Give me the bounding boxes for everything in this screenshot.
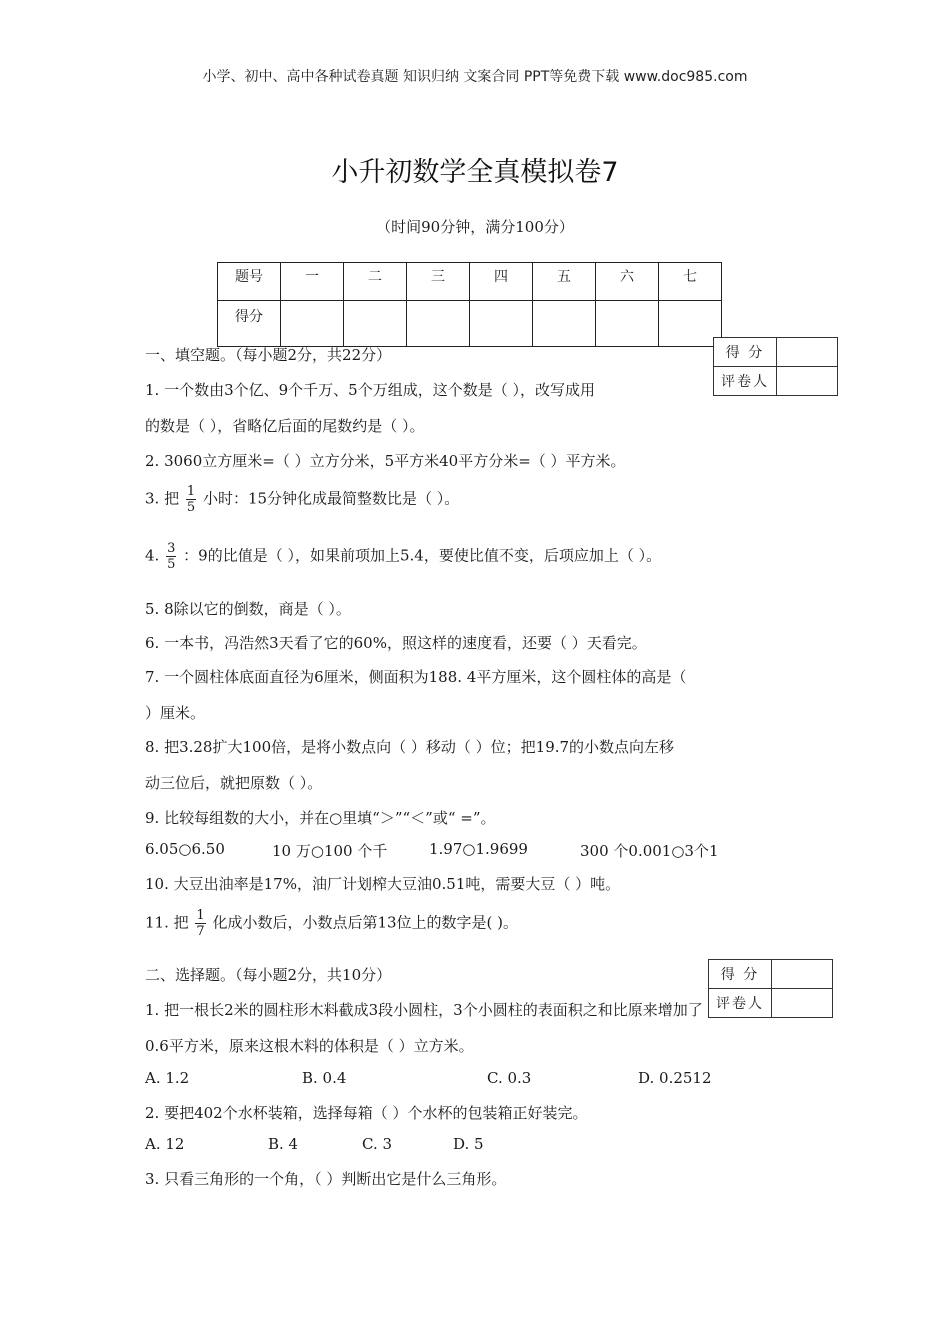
fraction-one-fifth: $\frac{1}{5}$: [186, 484, 196, 515]
option-b[interactable]: B. 4: [268, 1135, 299, 1153]
question-11-text: 化成小数后，小数点后第13位上的数字是( )。: [212, 913, 519, 932]
row-label: 题号: [218, 263, 281, 301]
question-4: [145, 541, 661, 572]
option-a[interactable]: A. 1.2: [145, 1069, 190, 1087]
question-3-prefix: 3. 把: [145, 489, 180, 508]
compare-item: 1.97○1.9699: [429, 840, 528, 858]
question-7-line2: ）厘米。: [145, 704, 206, 722]
question-4-prefix: 4.: [145, 546, 160, 565]
score-cell[interactable]: [407, 301, 470, 347]
question-3: [145, 484, 459, 515]
score-field[interactable]: [777, 338, 838, 367]
grader-field[interactable]: [772, 989, 833, 1018]
question-11-prefix: 11. 把: [145, 913, 189, 932]
fraction-one-seventh: $\frac{1}{7}$: [196, 908, 205, 939]
score-label: 得 分: [714, 338, 777, 367]
fraction-three-fifths: $\frac{3}{5}$: [167, 541, 176, 572]
grader-label: 评卷人: [709, 989, 772, 1018]
exam-info: （时间90分钟，满分100分）: [376, 218, 574, 236]
grader-box: [713, 337, 838, 396]
column-header: 四: [470, 263, 533, 301]
grader-label: 评卷人: [714, 367, 777, 396]
compare-item: 10 万○100 个千: [272, 842, 388, 860]
question-9: 9. 比较每组数的大小，并在○里填“＞”“＜”或“ =”。: [145, 809, 496, 827]
row-label: 得分: [218, 301, 281, 347]
question-3-text: 小时：15分钟化成最简整数比是（ ）。: [202, 489, 460, 508]
table-row: [218, 263, 722, 301]
question-1-line1: 1. 一个数由3个亿、9个千万、5个万组成，这个数是（ ），改写成用: [145, 381, 595, 399]
grader-field[interactable]: [777, 367, 838, 396]
option-d[interactable]: D. 0.2512: [638, 1069, 712, 1087]
s2-question-1-line1: 1. 把一根长2米的圆柱形木料截成3段小圆柱，3个小圆柱的表面积之和比原来增加了: [145, 1001, 703, 1019]
option-c[interactable]: C. 3: [362, 1135, 393, 1153]
question-7-line1: 7. 一个圆柱体底面直径为6厘米，侧面积为188. 4平方厘米，这个圆柱体的高是（: [145, 668, 687, 686]
question-2: 2. 3060立方厘米=（ ）立方分米，5平方米40平方分米=（ ）平方米。: [145, 452, 626, 470]
column-header: 七: [659, 263, 722, 301]
question-8-line1: 8. 把3.28扩大100倍，是将小数点向（ ）移动（ ）位；把19.7的小数点向左移: [145, 738, 675, 756]
compare-item: 6.05○6.50: [145, 840, 225, 858]
question-1-line2: 的数是（ ），省略亿后面的尾数约是（ ）。: [145, 417, 425, 435]
column-header: 五: [533, 263, 596, 301]
question-11: [145, 908, 518, 939]
score-field[interactable]: [772, 960, 833, 989]
page-title: 小升初数学全真模拟卷7: [331, 157, 619, 188]
section1-heading: 一、填空题。（每小题2分，共22分）: [145, 346, 392, 364]
option-c[interactable]: C. 0.3: [487, 1069, 532, 1087]
column-header: 三: [407, 263, 470, 301]
option-b[interactable]: B. 0.4: [302, 1069, 347, 1087]
score-cell[interactable]: [281, 301, 344, 347]
option-d[interactable]: D. 5: [453, 1135, 484, 1153]
s2-question-1-line2: 0.6平方米，原来这根木料的体积是（ ）立方米。: [145, 1037, 474, 1055]
score-label: 得 分: [709, 960, 772, 989]
table-row: [218, 301, 722, 347]
score-table: [217, 262, 722, 347]
section2-heading: 二、选择题。（每小题2分，共10分）: [145, 966, 392, 984]
question-6: 6. 一本书，冯浩然3天看了它的60%，照这样的速度看，还要（ ）天看完。: [145, 634, 647, 652]
question-5: 5. 8除以它的倒数，商是（ ）。: [145, 600, 351, 618]
score-cell[interactable]: [470, 301, 533, 347]
site-banner: 小学、初中、高中各种试卷真题 知识归纳 文案合同 PPT等免费下载 www.doc985.com: [202, 69, 748, 85]
question-8-line2: 动三位后，就把原数（ ）。: [145, 774, 323, 792]
score-cell[interactable]: [533, 301, 596, 347]
question-10: 10. 大豆出油率是17%，油厂计划榨大豆油0.51吨，需要大豆（ ）吨。: [145, 875, 621, 893]
question-4-text: ：9的比值是（ ），如果前项加上5.4，要使比值不变，后项应加上（ ）。: [183, 546, 662, 565]
grader-box: [708, 959, 833, 1018]
compare-item: 300 个0.001○3个1: [580, 842, 719, 860]
s2-question-3: 3. 只看三角形的一个角，（ ）判断出它是什么三角形。: [145, 1170, 507, 1188]
column-header: 一: [281, 263, 344, 301]
option-a[interactable]: A. 12: [145, 1135, 185, 1153]
score-cell[interactable]: [344, 301, 407, 347]
column-header: 六: [596, 263, 659, 301]
column-header: 二: [344, 263, 407, 301]
score-cell[interactable]: [596, 301, 659, 347]
s2-question-2: 2. 要把402个水杯装箱，选择每箱（ ）个水杯的包装箱正好装完。: [145, 1104, 588, 1122]
